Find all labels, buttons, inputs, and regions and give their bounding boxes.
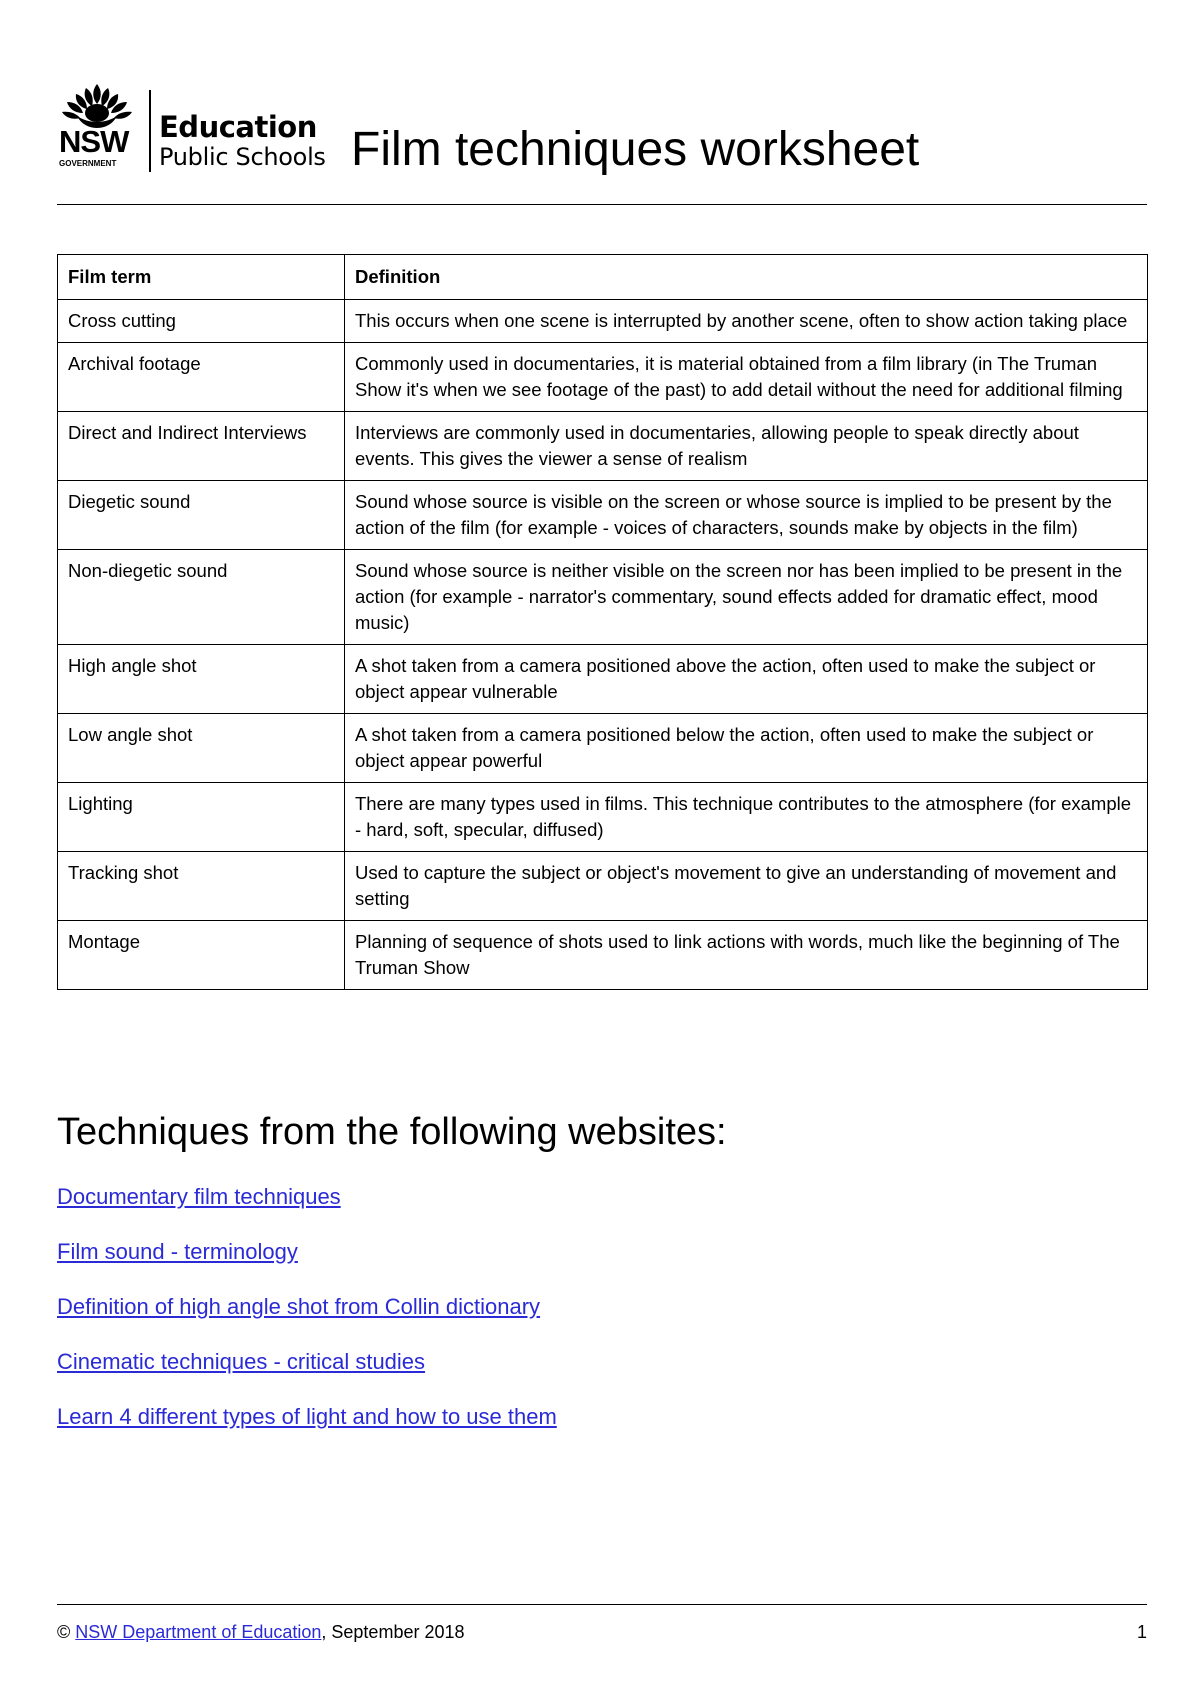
term-cell: Cross cutting [58, 300, 345, 343]
term-cell: Low angle shot [58, 714, 345, 783]
table-row [58, 550, 1148, 645]
table-row [58, 783, 1148, 852]
table-row [58, 852, 1148, 921]
definition-cell: There are many types used in films. This technique contributes to the atmosphere (for example - hard, soft, specular, diffused) [345, 783, 1148, 852]
list-item [57, 1347, 557, 1402]
term-cell: Lighting [58, 783, 345, 852]
link-high-angle-shot-definition[interactable]: Definition of high angle shot from Collin dictionary [57, 1294, 541, 1319]
table-row [58, 645, 1148, 714]
logo-education-text: Education [159, 110, 317, 144]
table-row [58, 714, 1148, 783]
definition-cell: Commonly used in documentaries, it is material obtained from a film library (in The Truman Show it's when we see footage of the past) to add detail without the need for additional filming [345, 343, 1148, 412]
term-cell: Montage [58, 921, 345, 990]
link-film-sound-terminology[interactable]: Film sound - terminology [57, 1239, 298, 1264]
page-title: Film techniques worksheet [351, 123, 920, 176]
footer-divider [57, 1604, 1147, 1605]
list-item [57, 1402, 557, 1457]
logo-government-text: GOVERNMENT [59, 159, 117, 168]
table-row [58, 921, 1148, 990]
term-cell: Non-diegetic sound [58, 550, 345, 645]
table-row [58, 481, 1148, 550]
page-number: 1 [1136, 1622, 1147, 1642]
list-item [57, 1182, 557, 1237]
definition-cell: A shot taken from a camera positioned above the action, often used to make the subject or object appear vulnerable [345, 645, 1148, 714]
definition-cell: Interviews are commonly used in documentaries, allowing people to speak directly about events. This gives the viewer a sense of realism [345, 412, 1148, 481]
term-cell: Direct and Indirect Interviews [58, 412, 345, 481]
nsw-department-link[interactable]: NSW Department of Education [75, 1622, 322, 1642]
definition-cell: This occurs when one scene is interrupted by another scene, often to show action taking place [345, 300, 1148, 343]
term-cell: Tracking shot [58, 852, 345, 921]
copyright-symbol: © [57, 1622, 71, 1642]
term-cell: High angle shot [58, 645, 345, 714]
column-header-definition: Definition [345, 255, 1148, 300]
definition-cell: Sound whose source is neither visible on the screen nor has been implied to be present in the action (for example - narrator's commentary, sound effects added for dramatic effect, mood music) [345, 550, 1148, 645]
websites-heading: Techniques from the following websites: [57, 1111, 727, 1153]
term-cell: Archival footage [58, 343, 345, 412]
list-item [57, 1292, 557, 1347]
table-row [58, 412, 1148, 481]
film-terms-table [57, 254, 1148, 990]
table-row [58, 343, 1148, 412]
footer-date: , September 2018 [321, 1622, 465, 1642]
definition-cell: Planning of sequence of shots used to link actions with words, much like the beginning of The Truman Show [345, 921, 1148, 990]
link-types-of-light[interactable]: Learn 4 different types of light and how to use them [57, 1404, 557, 1429]
websites-link-list [57, 1182, 557, 1457]
definition-cell: Used to capture the subject or object's movement to give an understanding of movement and setting [345, 852, 1148, 921]
definition-cell: A shot taken from a camera positioned below the action, often used to make the subject or object appear powerful [345, 714, 1148, 783]
logo-public-schools-text: Public Schools [159, 143, 326, 171]
table-row [58, 300, 1148, 343]
header-divider [57, 204, 1147, 205]
link-documentary-film-techniques[interactable]: Documentary film techniques [57, 1184, 341, 1209]
logo-nsw-text: NSW [59, 124, 129, 159]
table-header-row [58, 255, 1148, 300]
definition-cell: Sound whose source is visible on the screen or whose source is implied to be present by the action of the film (for example - voices of characters, sounds make by objects in the film) [345, 481, 1148, 550]
term-cell: Diegetic sound [58, 481, 345, 550]
logo-divider [149, 90, 151, 172]
link-cinematic-techniques[interactable]: Cinematic techniques - critical studies [57, 1349, 426, 1374]
page-footer [57, 1620, 1147, 1644]
list-item [57, 1237, 557, 1292]
page-header [57, 82, 1147, 182]
column-header-film-term: Film term [58, 255, 345, 300]
nsw-education-logo [57, 82, 337, 174]
